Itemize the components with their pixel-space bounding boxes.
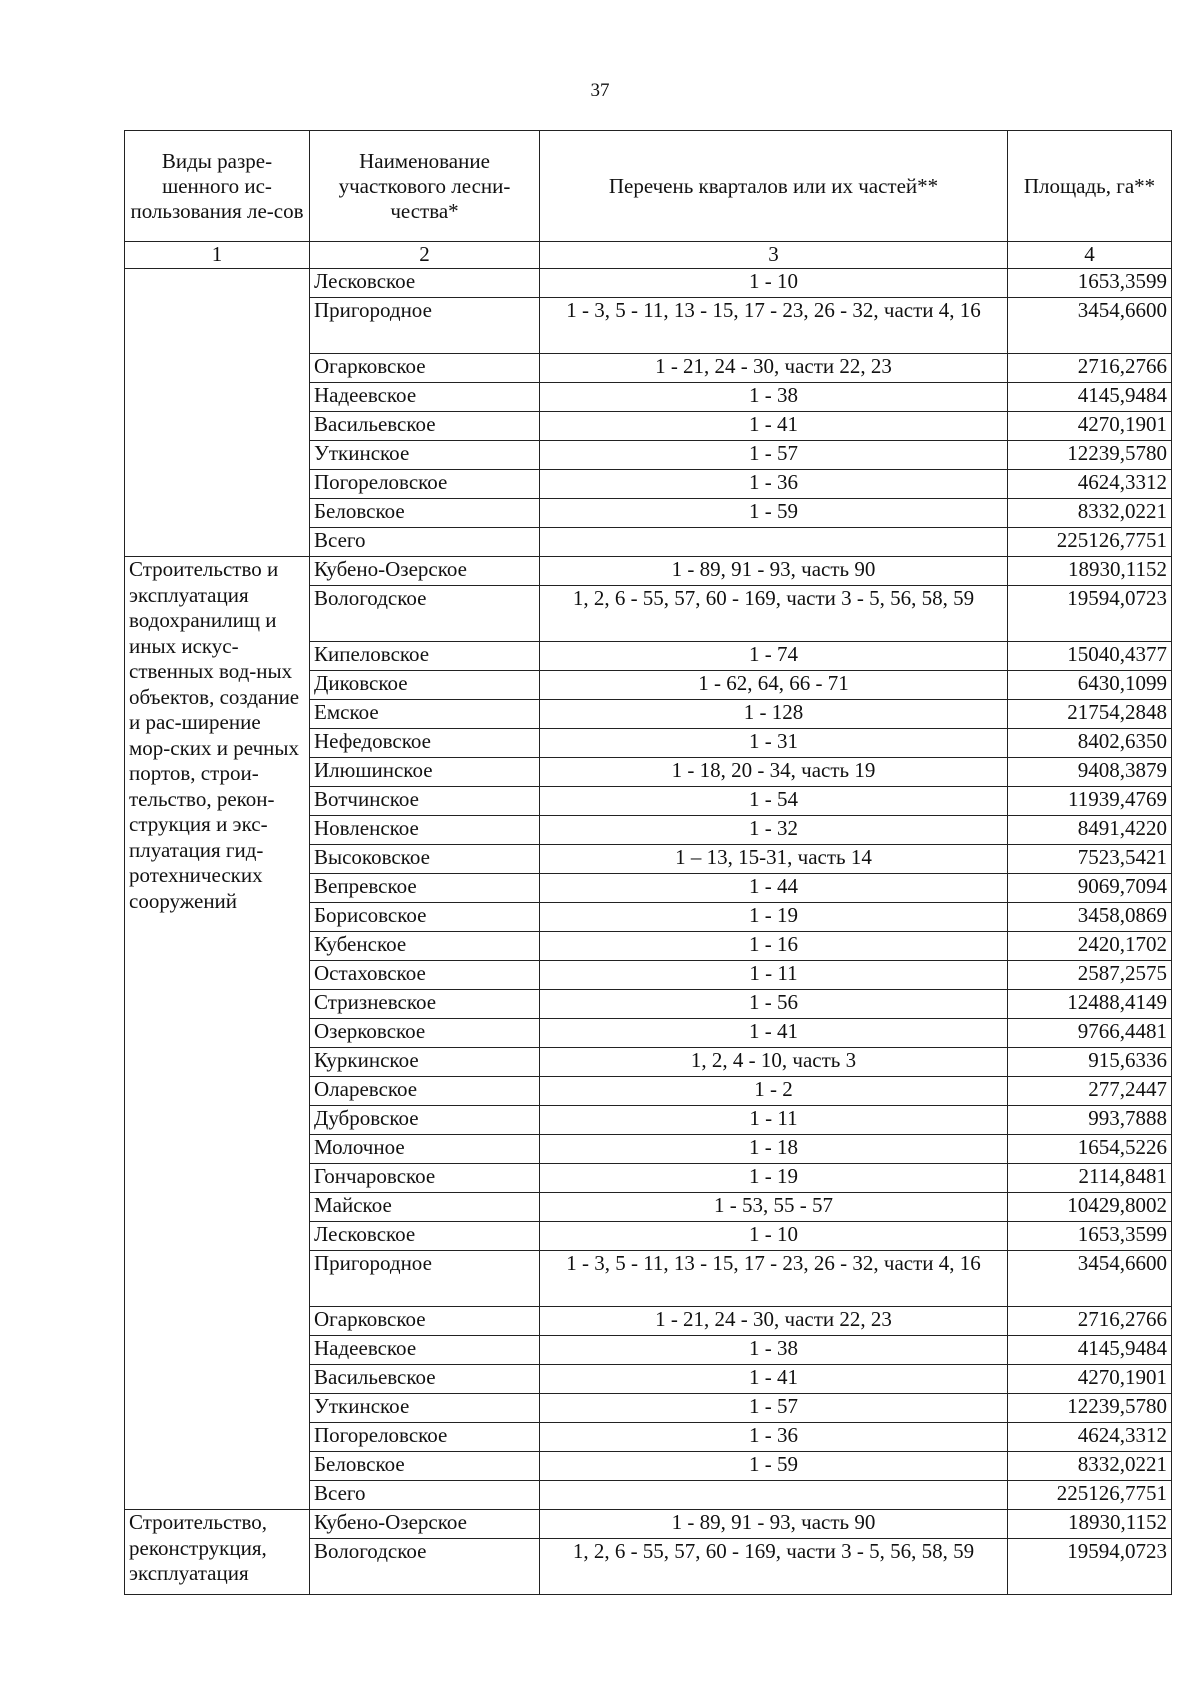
forestry-name-cell: Кубено-Озерское	[310, 557, 540, 586]
forestry-name-cell: Лесковское	[310, 1222, 540, 1251]
forestry-name-cell: Пригородное	[310, 298, 540, 354]
quarters-cell: 1 - 74	[540, 642, 1008, 671]
area-cell: 2716,2766	[1008, 354, 1172, 383]
table-row	[125, 557, 1172, 586]
quarters-cell: 1 - 36	[540, 1423, 1008, 1452]
forestry-name-cell: Огарковское	[310, 1307, 540, 1336]
quarters-cell: 1, 2, 4 - 10, часть 3	[540, 1048, 1008, 1077]
area-cell: 3454,6600	[1008, 298, 1172, 354]
area-cell: 19594,0723	[1008, 586, 1172, 642]
quarters-cell: 1 - 10	[540, 269, 1008, 298]
quarters-cell: 1 - 59	[540, 1452, 1008, 1481]
area-cell: 225126,7751	[1008, 528, 1172, 557]
area-cell: 11939,4769	[1008, 787, 1172, 816]
quarters-cell: 1 - 11	[540, 1106, 1008, 1135]
forestry-name-cell: Гончаровское	[310, 1164, 540, 1193]
forestry-name-cell: Озерковское	[310, 1019, 540, 1048]
column-number: 4	[1008, 242, 1172, 269]
area-cell: 8332,0221	[1008, 1452, 1172, 1481]
forestry-name-cell: Беловское	[310, 499, 540, 528]
quarters-cell: 1 - 59	[540, 499, 1008, 528]
quarters-cell: 1 - 2	[540, 1077, 1008, 1106]
forestry-name-cell: Молочное	[310, 1135, 540, 1164]
forestry-name-cell: Всего	[310, 1481, 540, 1510]
quarters-cell: 1 - 32	[540, 816, 1008, 845]
area-cell: 1653,3599	[1008, 269, 1172, 298]
area-cell: 8491,4220	[1008, 816, 1172, 845]
area-cell: 993,7888	[1008, 1106, 1172, 1135]
quarters-cell: 1 - 11	[540, 961, 1008, 990]
table-body	[125, 242, 1172, 1595]
quarters-cell: 1 - 62, 64, 66 - 71	[540, 671, 1008, 700]
area-cell: 3454,6600	[1008, 1251, 1172, 1307]
quarters-cell: 1 - 10	[540, 1222, 1008, 1251]
forestry-name-cell: Погореловское	[310, 470, 540, 499]
quarters-cell	[540, 1481, 1008, 1510]
quarters-cell: 1 - 21, 24 - 30, части 22, 23	[540, 1307, 1008, 1336]
area-cell: 4270,1901	[1008, 1365, 1172, 1394]
area-cell: 2114,8481	[1008, 1164, 1172, 1193]
forestry-name-cell: Вепревское	[310, 874, 540, 903]
forestry-name-cell: Новленское	[310, 816, 540, 845]
forestry-name-cell: Диковское	[310, 671, 540, 700]
forestry-name-cell: Лесковское	[310, 269, 540, 298]
quarters-cell: 1 - 38	[540, 383, 1008, 412]
forestry-name-cell: Надеевское	[310, 1336, 540, 1365]
area-cell: 4624,3312	[1008, 470, 1172, 499]
quarters-cell: 1 - 89, 91 - 93, часть 90	[540, 557, 1008, 586]
header-usage-type: Виды разре-шенного ис-пользования ле-сов	[125, 131, 310, 242]
quarters-cell: 1 - 89, 91 - 93, часть 90	[540, 1510, 1008, 1539]
quarters-cell: 1, 2, 6 - 55, 57, 60 - 169, части 3 - 5, 56, 58, 59	[540, 1539, 1008, 1595]
forestry-name-cell: Кубено-Озерское	[310, 1510, 540, 1539]
usage-type-cell: Строительство, реконструкция, эксплуатация	[125, 1510, 310, 1595]
forestry-name-cell: Вотчинское	[310, 787, 540, 816]
area-cell: 2420,1702	[1008, 932, 1172, 961]
table-header-row	[125, 131, 1172, 242]
quarters-cell: 1 - 19	[540, 903, 1008, 932]
table-row	[125, 269, 1172, 298]
forestry-name-cell: Беловское	[310, 1452, 540, 1481]
quarters-cell: 1 - 18, 20 - 34, часть 19	[540, 758, 1008, 787]
forestry-name-cell: Огарковское	[310, 354, 540, 383]
forestry-name-cell: Васильевское	[310, 1365, 540, 1394]
area-cell: 1654,5226	[1008, 1135, 1172, 1164]
page-number: 37	[590, 80, 610, 101]
area-cell: 915,6336	[1008, 1048, 1172, 1077]
area-cell: 4145,9484	[1008, 383, 1172, 412]
column-number-row	[125, 242, 1172, 269]
forestry-name-cell: Вологодское	[310, 586, 540, 642]
forestry-name-cell: Кубенское	[310, 932, 540, 961]
forestry-name-cell: Борисовское	[310, 903, 540, 932]
area-cell: 12488,4149	[1008, 990, 1172, 1019]
area-cell: 12239,5780	[1008, 441, 1172, 470]
quarters-cell	[540, 528, 1008, 557]
quarters-cell: 1 - 54	[540, 787, 1008, 816]
forestry-name-cell: Васильевское	[310, 412, 540, 441]
area-cell: 8332,0221	[1008, 499, 1172, 528]
forestry-name-cell: Надеевское	[310, 383, 540, 412]
quarters-cell: 1 – 13, 15-31, часть 14	[540, 845, 1008, 874]
area-cell: 9408,3879	[1008, 758, 1172, 787]
column-number: 1	[125, 242, 310, 269]
area-cell: 18930,1152	[1008, 557, 1172, 586]
quarters-cell: 1 - 31	[540, 729, 1008, 758]
forestry-name-cell: Илюшинское	[310, 758, 540, 787]
quarters-cell: 1 - 3, 5 - 11, 13 - 15, 17 - 23, 26 - 32, части 4, 16	[540, 298, 1008, 354]
usage-type-cell	[125, 269, 310, 557]
usage-type-cell: Строительство и эксплуатация водохранилищ и иных искус-ственных вод-ных объектов, создание и рас-ширение мор-ских и речных портов, строи-тельство, рекон-струкция и экс-плуатация гид-ротехнических сооружений	[125, 557, 310, 1510]
header-area: Площадь, га**	[1008, 131, 1172, 242]
forestry-name-cell: Емское	[310, 700, 540, 729]
area-cell: 2587,2575	[1008, 961, 1172, 990]
area-cell: 15040,4377	[1008, 642, 1172, 671]
forestry-name-cell: Стризневское	[310, 990, 540, 1019]
quarters-cell: 1 - 53, 55 - 57	[540, 1193, 1008, 1222]
area-cell: 12239,5780	[1008, 1394, 1172, 1423]
forestry-name-cell: Высоковское	[310, 845, 540, 874]
forestry-name-cell: Оларевское	[310, 1077, 540, 1106]
quarters-cell: 1 - 16	[540, 932, 1008, 961]
quarters-cell: 1, 2, 6 - 55, 57, 60 - 169, части 3 - 5, 56, 58, 59	[540, 586, 1008, 642]
forestry-name-cell: Уткинское	[310, 441, 540, 470]
area-cell: 9069,7094	[1008, 874, 1172, 903]
quarters-cell: 1 - 18	[540, 1135, 1008, 1164]
quarters-cell: 1 - 36	[540, 470, 1008, 499]
area-cell: 3458,0869	[1008, 903, 1172, 932]
area-cell: 9766,4481	[1008, 1019, 1172, 1048]
area-cell: 21754,2848	[1008, 700, 1172, 729]
quarters-cell: 1 - 41	[540, 1365, 1008, 1394]
area-cell: 2716,2766	[1008, 1307, 1172, 1336]
forestry-name-cell: Уткинское	[310, 1394, 540, 1423]
area-cell: 4145,9484	[1008, 1336, 1172, 1365]
area-cell: 277,2447	[1008, 1077, 1172, 1106]
quarters-cell: 1 - 41	[540, 1019, 1008, 1048]
area-cell: 4624,3312	[1008, 1423, 1172, 1452]
forestry-name-cell: Всего	[310, 528, 540, 557]
column-number: 3	[540, 242, 1008, 269]
area-cell: 225126,7751	[1008, 1481, 1172, 1510]
quarters-cell: 1 - 57	[540, 1394, 1008, 1423]
area-cell: 8402,6350	[1008, 729, 1172, 758]
area-cell: 19594,0723	[1008, 1539, 1172, 1595]
forestry-name-cell: Нефедовское	[310, 729, 540, 758]
quarters-cell: 1 - 38	[540, 1336, 1008, 1365]
quarters-cell: 1 - 128	[540, 700, 1008, 729]
area-cell: 10429,8002	[1008, 1193, 1172, 1222]
quarters-cell: 1 - 44	[540, 874, 1008, 903]
quarters-cell: 1 - 3, 5 - 11, 13 - 15, 17 - 23, 26 - 32, части 4, 16	[540, 1251, 1008, 1307]
header-quarters-list: Перечень кварталов или их частей**	[540, 131, 1008, 242]
area-cell: 4270,1901	[1008, 412, 1172, 441]
quarters-cell: 1 - 19	[540, 1164, 1008, 1193]
area-cell: 6430,1099	[1008, 671, 1172, 700]
forestry-name-cell: Куркинское	[310, 1048, 540, 1077]
quarters-cell: 1 - 56	[540, 990, 1008, 1019]
area-cell: 1653,3599	[1008, 1222, 1172, 1251]
forestry-name-cell: Кипеловское	[310, 642, 540, 671]
column-number: 2	[310, 242, 540, 269]
area-cell: 7523,5421	[1008, 845, 1172, 874]
forestry-name-cell: Погореловское	[310, 1423, 540, 1452]
forestry-name-cell: Вологодское	[310, 1539, 540, 1595]
forestry-name-cell: Дубровское	[310, 1106, 540, 1135]
forestry-name-cell: Майское	[310, 1193, 540, 1222]
quarters-cell: 1 - 57	[540, 441, 1008, 470]
forestry-name-cell: Остаховское	[310, 961, 540, 990]
table-row	[125, 1510, 1172, 1539]
forestry-name-cell: Пригородное	[310, 1251, 540, 1307]
forest-usage-table	[124, 130, 1172, 1595]
quarters-cell: 1 - 41	[540, 412, 1008, 441]
area-cell: 18930,1152	[1008, 1510, 1172, 1539]
quarters-cell: 1 - 21, 24 - 30, части 22, 23	[540, 354, 1008, 383]
header-forestry-name: Наименование участкового лесни-чества*	[310, 131, 540, 242]
